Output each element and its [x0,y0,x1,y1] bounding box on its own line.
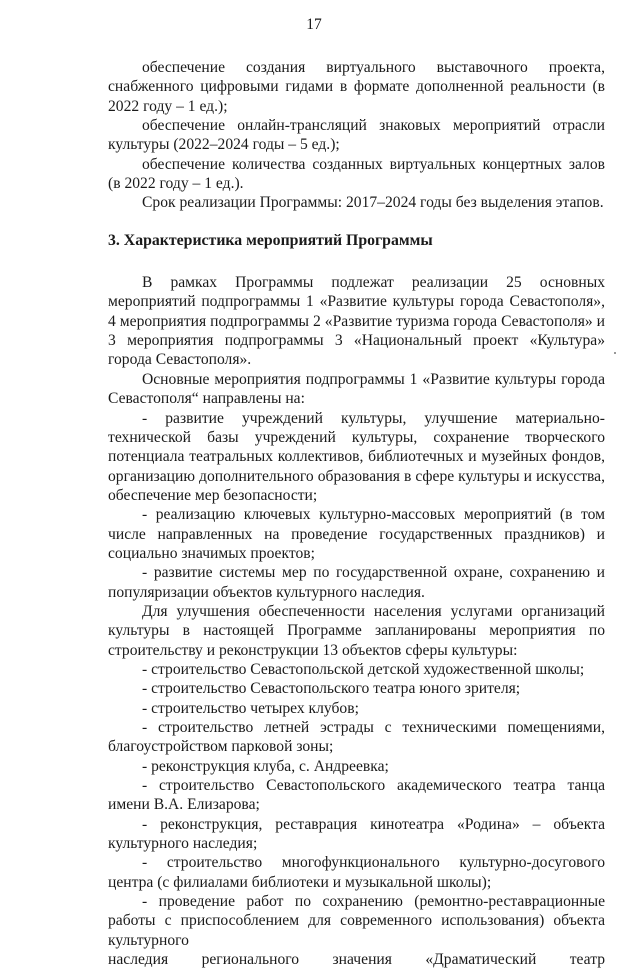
list-item: - строительство Севастопольского академического театра танца имени В.А. Елизарова; [108,777,605,814]
paragraph: В рамках Программы подлежат реализации 25 основных мероприятий подпрограммы 1 «Развитие культуры города Севастополя», 4 мероприятия подпрограммы 2 «Развитие туризма города Севастополя» и 3 мероприятия подпрограммы 3 «Национальный проект «Культура» города Севастополя». [108,274,605,369]
intro-item: обеспечение создания виртуального выставочного проекта, снабженного цифровыми гидами в формате дополненной реальности (в 2022 году – 1 ед.); [108,59,605,115]
continued-line: наследия регионального значения «Драматический театр [108,951,605,969]
list-item: - реконструкция клуба, с. Андреевка; [142,757,389,775]
bullet-item: - реализацию ключевых культурно-массовых мероприятий (в том числе направленных на проведение государственных праздников) и социально значимых проектов; [108,506,605,562]
program-period: Срок реализации Программы: 2017–2024 годы без выделения этапов. [142,194,604,212]
list-item: - строительство Севастопольского театра юного зрителя; [142,680,521,698]
bullet-item: - развитие учреждений культуры, улучшение материально-технической базы учреждений культуры, сохранение творческого потенциала театральных коллективов, библиотечных и музейных фондов, организацию дополнительного образования в сфере культуры и искусства, обеспечение мер безопасности; [108,409,605,504]
section-title: 3. Характеристика мероприятий Программы [108,231,433,249]
page-content [108,58,605,969]
list-item: - реконструкция, реставрация кинотеатра «Родина» – объекта культурного наследия; [108,815,605,853]
scan-speck [614,352,616,354]
list-item: - строительство многофункционального культурно-досугового центра (с филиалами библиотеки и музыкальной школы); [108,854,605,891]
paragraph: Основные мероприятия подпрограммы 1 «Развитие культуры города Севастополя“ направлены на: [108,370,605,408]
list-item: - строительство Севастопольской детской художественной школы; [142,660,585,678]
list-item: - проведение работ по сохранению (ремонтно-реставрационные работы с приспособлением для современного использования) объекта культурного [108,893,605,949]
list-item: - строительство летней эстрады с техническими помещениями, благоустройством парковой зоны; [108,719,605,756]
intro-item: обеспечение количества созданных виртуальных концертных залов (в 2022 году – 1 ед.). [108,155,605,193]
page-number: 17 [306,16,322,33]
paragraph: Для улучшения обеспеченности населения услугами организаций культуры в настоящей Программе запланированы мероприятия по строительству и реконструкции 13 объектов сферы культуры: [108,602,605,659]
bullet-item: - развитие системы мер по государственной охране, сохранению и популяризации объектов культурного наследия. [108,564,605,601]
intro-item: обеспечение онлайн-трансляций знаковых мероприятий отрасли культуры (2022–2024 годы – 5 ед.); [108,117,605,154]
list-item: - строительство четырех клубов; [142,699,359,717]
